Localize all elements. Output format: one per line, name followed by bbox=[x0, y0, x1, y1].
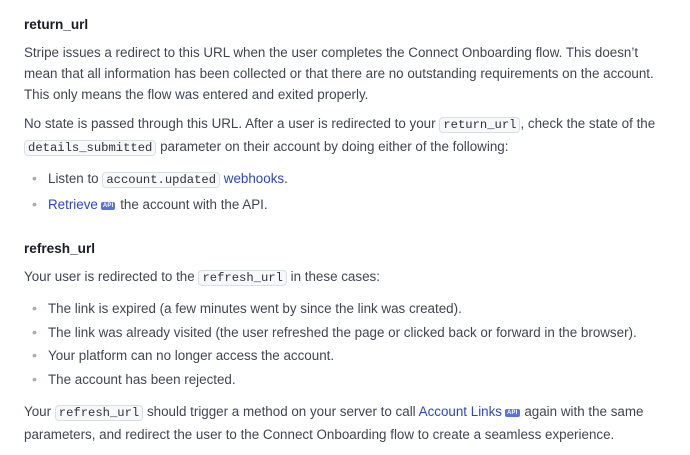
list-item: • Listen to account.updated webhooks. bbox=[32, 167, 666, 193]
return-url-code: return_url bbox=[439, 117, 520, 133]
bullet-icon: • bbox=[32, 323, 37, 340]
api-badge-icon: API bbox=[102, 202, 114, 209]
return-url-section bbox=[24, 14, 666, 216]
refresh-url-heading: refresh_url bbox=[24, 241, 96, 256]
list-item: • The link is expired (a few minutes went by since the link was created). bbox=[32, 297, 666, 321]
return-url-state-paragraph: No state is passed through this URL. After a user is redirected to your return_url , check the state of the details_submitted parameter on their account by doing either of the following: bbox=[24, 116, 656, 155]
list-item: • The account has been rejected. bbox=[32, 368, 666, 392]
account-links-link[interactable]: Account Links bbox=[418, 404, 503, 419]
bullet-icon: • bbox=[32, 370, 37, 387]
bullet-icon: • bbox=[32, 300, 37, 316]
return-url-heading: return_url bbox=[24, 17, 89, 32]
refresh-url-intro: Your user is redirected to the refresh_url in these cases: bbox=[24, 269, 380, 285]
return-url-description: Stripe issues a redirect to this URL when the user completes the Connect Onboarding flow. This doesn’t mean that all information has been collected or that there are no outstanding requirements on the account. This only means the flow was entered and exited properly. bbox=[24, 45, 654, 102]
list-item: • The link was already visited (the user refreshed the page or clicked back or forward in the browser). bbox=[32, 321, 666, 345]
account-updated-code: account.updated bbox=[102, 172, 220, 188]
retrieve-link[interactable]: Retrieve bbox=[48, 196, 98, 212]
list-item: • Retrieve API the account with the API. bbox=[32, 193, 666, 217]
return-url-options-list bbox=[24, 167, 666, 216]
list-item: • Your platform can no longer access the account. bbox=[32, 344, 666, 368]
refresh-url-outro: Your refresh_url should trigger a method on your server to call Account Links API again with the same parameters, and redirect the user to the Connect Onboarding flow to create a seamless experience. bbox=[24, 404, 644, 442]
bullet-icon: • bbox=[32, 170, 37, 186]
bullet-icon: • bbox=[32, 195, 37, 212]
bullet-icon: • bbox=[32, 347, 37, 363]
refresh-url-code: refresh_url bbox=[55, 405, 143, 421]
refresh-url-cases-list bbox=[24, 297, 666, 391]
details-submitted-code: details_submitted bbox=[24, 140, 156, 156]
api-badge-icon: API bbox=[507, 410, 518, 416]
webhooks-link[interactable]: webhooks bbox=[223, 171, 285, 186]
refresh-url-section bbox=[24, 238, 666, 445]
refresh-url-code: refresh_url bbox=[198, 270, 286, 286]
